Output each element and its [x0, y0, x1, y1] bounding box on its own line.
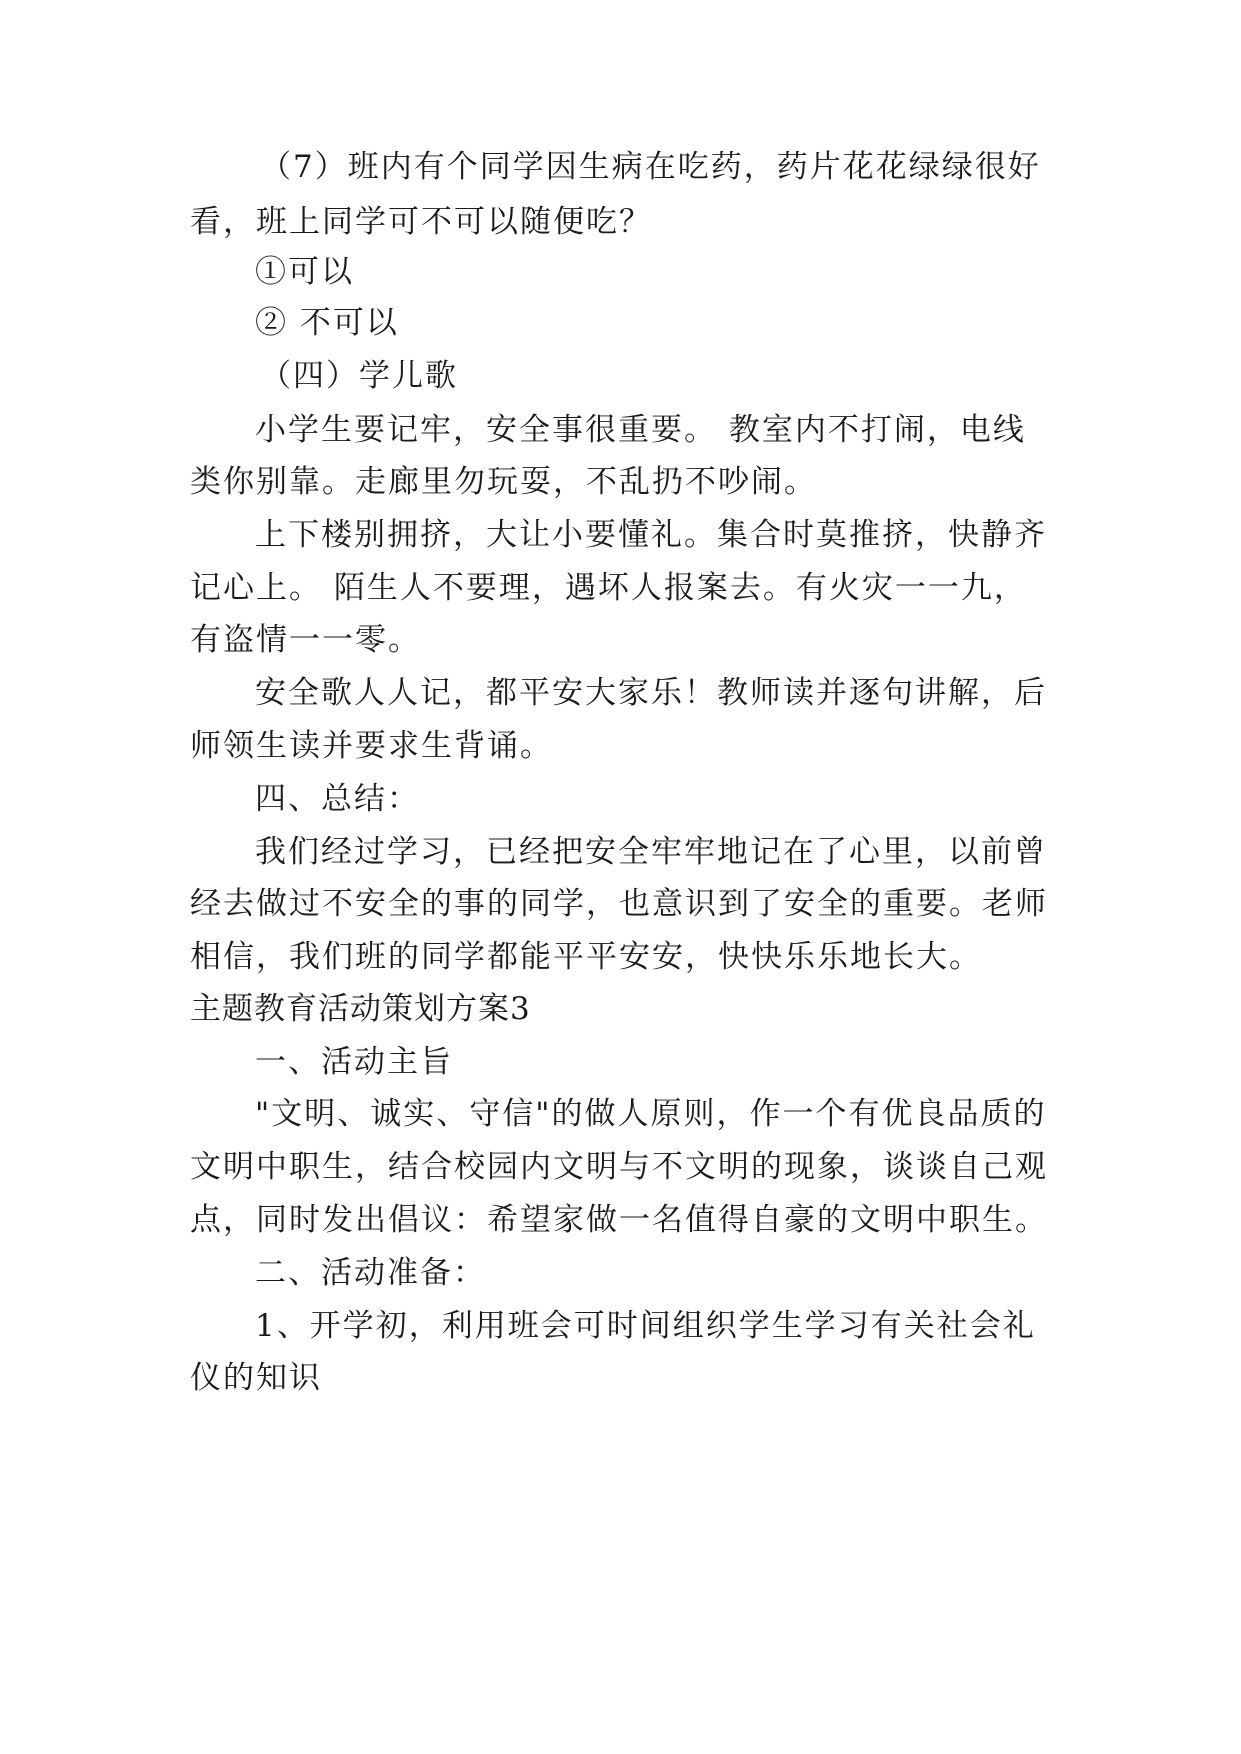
purpose-line-1: "文明、诚实、守信"的做人原则，作一个有优良品质的 [255, 1096, 1047, 1132]
summary-line-3: 相信，我们班的同学都能平平安安，快快乐乐地长大。 [190, 939, 982, 975]
rhyme-line-4: 记心上。 陌生人不要理，遇坏人报案去。有火灾一一九， [190, 570, 1027, 606]
rhyme-line-2: 类你别靠。走廊里勿玩耍，不乱扔不吵闹。 [190, 464, 817, 500]
rhyme-line-5: 有盗情一一零。 [190, 622, 421, 658]
question-7-line-2: 看，班上同学可不可以随便吃？ [190, 204, 652, 240]
preparation-line-1: 1、开学初，利用班会可时间组织学生学习有关社会礼 [255, 1308, 1036, 1344]
purpose-line-2: 文明中职生，结合校园内文明与不文明的现象，谈谈自己观 [190, 1149, 1048, 1185]
rhyme-line-7: 师领生读并要求生背诵。 [190, 728, 553, 764]
summary-heading: 四、总结： [255, 781, 420, 817]
plan-title: 主题教育活动策划方案3 [190, 991, 531, 1027]
rhyme-line-6: 安全歌人人记，都平安大家乐！教师读并逐句讲解，后 [255, 675, 1047, 711]
question-7-line-1: （7）班内有个同学因生病在吃药，药片花花绿绿很好 [260, 149, 1041, 185]
preparation-line-2: 仪的知识 [190, 1360, 322, 1396]
section-heading-nursery-rhyme: （四）学儿歌 [260, 358, 458, 394]
summary-line-1: 我们经过学习，已经把安全牢牢地记在了心里，以前曾 [255, 834, 1047, 870]
purpose-line-3: 点，同时发出倡议：希望家做一名值得自豪的文明中职生。 [190, 1202, 1048, 1238]
option-2: ② 不可以 [255, 305, 399, 341]
rhyme-line-3: 上下楼别拥挤，大让小要懂礼。集合时莫推挤，快静齐 [255, 517, 1047, 553]
option-1: ①可以 [255, 254, 354, 290]
summary-line-2: 经去做过不安全的事的同学，也意识到了安全的重要。老师 [190, 886, 1048, 922]
activity-preparation-heading: 二、活动准备： [255, 1255, 486, 1291]
rhyme-line-1: 小学生要记牢，安全事很重要。 教室内不打闹，电线 [255, 412, 1026, 448]
activity-purpose-heading: 一、活动主旨 [255, 1044, 453, 1080]
